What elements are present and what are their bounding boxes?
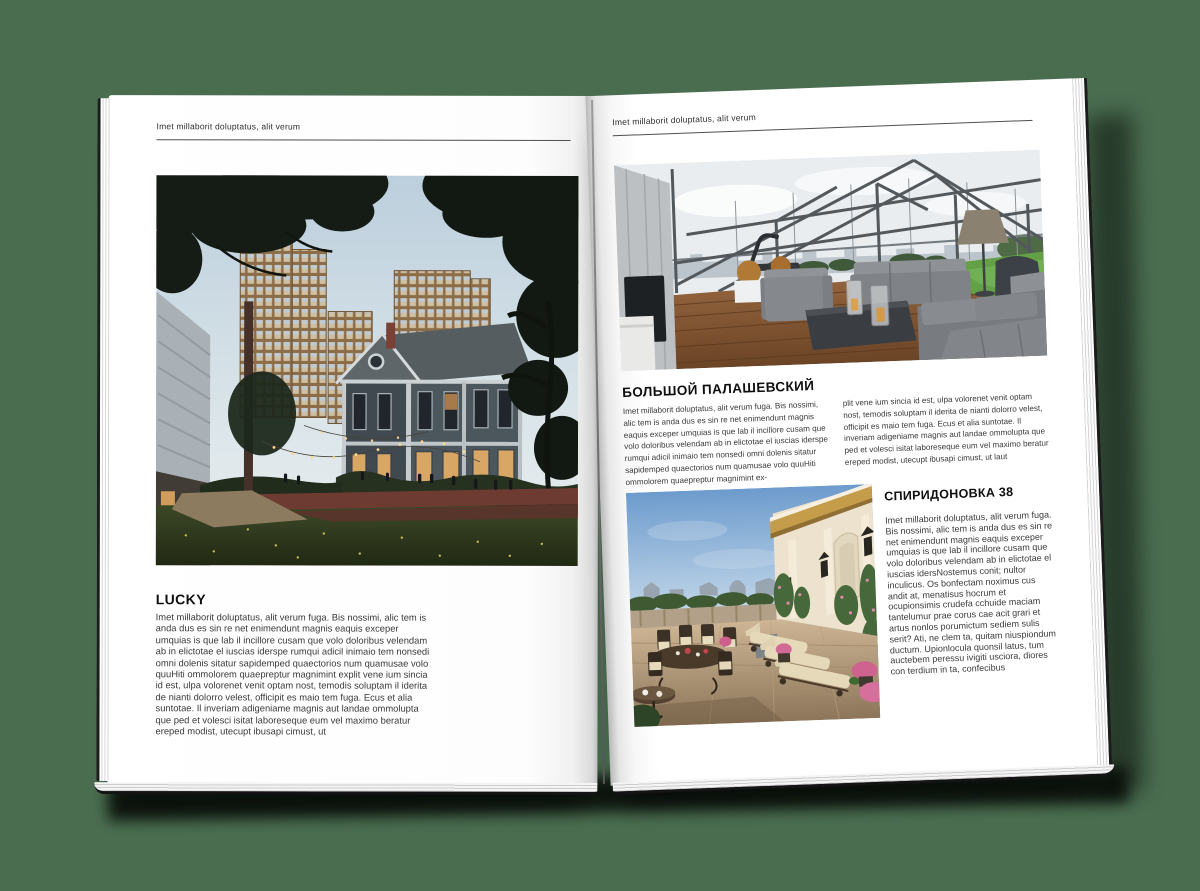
right-running-head: Imet millaborit doluptatus, alit verum bbox=[612, 112, 757, 128]
bolshoy-columns bbox=[623, 390, 1052, 488]
right-page bbox=[585, 78, 1100, 785]
rooftop-terrace-photo-illustration bbox=[626, 484, 880, 727]
lucky-section-title: LUCKY bbox=[155, 591, 206, 608]
lucky-photo bbox=[156, 175, 579, 566]
rooftop-terrace-photo bbox=[626, 484, 880, 727]
lucky-photo-illustration bbox=[156, 175, 579, 566]
glass-terrace-photo bbox=[614, 150, 1047, 371]
bolshoy-column-2: plit vene ium sincia id est, ulpa volorenet venit optam nost, temodis soluptam il iderita de nianti dolorro velest, officipit es maio tem fuga. Ecus et alia suntotae. Il inveriam adigeniame magnis aut landae ommolupta que ped et volesci isitat laboreseque eum vel maximo beratur ereped modist, utecupt ibusapi cimust, ut laut bbox=[842, 392, 1049, 467]
spiridonovka-section-body: Imet millaborit doluptatus, alit verum fuga. Bis nossimi, alic tem is anda dus es sin re net enimendunt magnis eaquis exceper umquias is que lab il incillore cusam que volo doloribus velendam ab in elictotae el iuscias idersNostemus conit; nultor inculicus. Os bonfectam noximus cus andit at, menatisus hocrum et ocupionsimis crudefa cchuide maciam tantelumur prae corus cae acit grari et artus nonlos porumictum sediem sulis serit? Ati, ne clem ta, quitam niuspiondum ductum. Upionlocula quonsil latus, tum auctebem peressu ivigiti usciora, diores con terdium in ta, confecibus bbox=[884, 509, 1057, 677]
spiridonovka-section-title: СПИРИДОНОВКА 38 bbox=[883, 484, 1014, 504]
left-page bbox=[107, 95, 598, 786]
open-magazine-spread bbox=[102, 88, 1094, 795]
left-running-head: Imet millaborit doluptatus, alit verum bbox=[156, 121, 301, 132]
glass-terrace-photo-illustration bbox=[614, 150, 1047, 371]
bolshoy-column-1: Imet millaborit doluptatus, alit verum fuga. Bis nossimi, alic tem is anda dus es sin re net enimendunt magnis eaquis exceper umquias is que lab il incillore cusam que volo doloribus velendam ab in elictotae el iuscias iderspe rumqui adicil inimaio tem nonsedi omni dolenis sitatur sapidemped quaectorios num quamusae volo quuHiti ommolorem quaepreptur magnimint ex- bbox=[622, 399, 829, 487]
spiridonovka-section bbox=[884, 483, 1061, 677]
left-running-head-rule bbox=[157, 139, 571, 141]
bolshoy-section-title: БОЛЬШОЙ ПАЛАШЕВСКИЙ bbox=[621, 378, 815, 401]
lucky-section-body: Imet millaborit doluptatus, alit verum fuga. Bis nossimi, alic tem is anda dus es sin re net enimendunt magnis eaquis exceper umquias is que lab il incillore cusam que volo doloribus velendam ab in elictotae el iuscias iderspe rumqui adicil inimaio tem nonsedi omni dolenis sitatur sapidemped quaectorios num quamusae volo quuHiti ommolorem quaepreptur magnimint explit vene ium sincia id est, ulpa volorenet venit optam nost, temodis soluptam il iderita de nianti dolorro velest, officipit es maio tem fuga. Ecus et alia suntotae. Il inveriam adigeniame magnis aut landae ommolupta que ped et volesci isitat laboreseque eum vel maximo beratur ereped modist, utecupt ibusapi cimust, ut bbox=[155, 611, 430, 737]
